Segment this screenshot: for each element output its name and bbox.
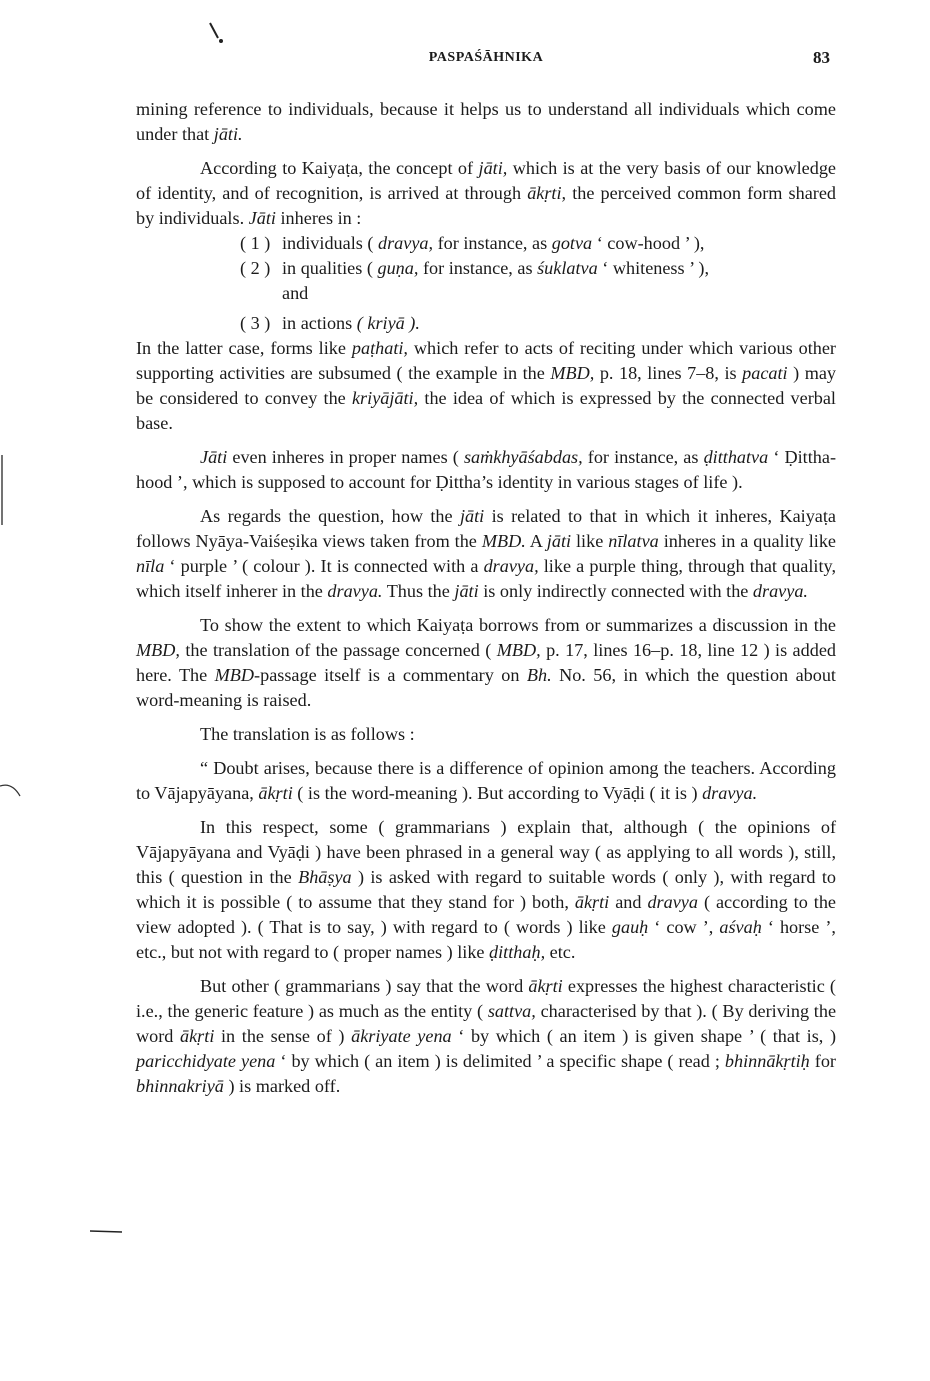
scan-tick-mark bbox=[206, 20, 230, 48]
page-body bbox=[136, 97, 836, 1099]
scan-margin-hook bbox=[0, 780, 24, 800]
paragraph-8: “ Doubt arises, because there is a difference of opinion among the teachers. According to Vājapyāyana, ākṛti ( is the word-meaning ). But according to Vyāḍi ( it is ) dravya. bbox=[136, 758, 836, 803]
paragraph-5: As regards the question, how the jāti is related to that in which it inheres, Kaiyaṭa follows Nyāya-Vaiśeṣika views taken from the MBD. A jāti like nīlatva inheres in a quality like nīla ‘ purple ’ ( colour ). It is connected with a dravya, like a purple thing, through that quality, which itself inherer in the dravya. Thus the jāti is only indirectly connected with the dravya. bbox=[136, 506, 836, 601]
page-header bbox=[136, 50, 836, 74]
scan-margin-dash bbox=[90, 1226, 124, 1236]
paragraph-6: To show the extent to which Kaiyaṭa borrows from or summarizes a discussion in the MBD, the translation of the passage concerned ( MBD, p. 17, lines 16–p. 18, line 12 ) is added here. The MBD-passage itself is a commentary on Bh. No. 56, in which the question about word-meaning is raised. bbox=[136, 615, 836, 710]
list-item-continuation: and bbox=[282, 283, 309, 303]
page-number: 83 bbox=[813, 48, 830, 67]
paragraph-2: According to Kaiyaṭa, the concept of jāti, which is at the very basis of our knowledge of identity, and of recognition, is arrived at through ākṛti, the perceived common form shared by individuals. Jāti inheres in : bbox=[136, 158, 837, 228]
list-item: ( 1 ) individuals ( dravya, for instance, as gotva ‘ cow-hood ’ ), bbox=[240, 233, 705, 253]
list-item: ( 2 ) in qualities ( guṇa, for instance, as śuklatva ‘ whiteness ’ ), bbox=[240, 258, 709, 278]
paragraph-10: But other ( grammarians ) say that the word ākṛti expresses the highest characteristic ( i.e., the generic feature ) as much as the entity ( sattva, characterised by that ). ( By deriving the word ākṛti in the sense of ) ākriyate yena ‘ by which ( an item ) is given shape ’ ( that is, ) paricchidyate yena ‘ by which ( an item ) is delimited ’ a specific shape ( read ; bhinnākṛtiḥ for bhinnakriyā ) is marked off. bbox=[136, 976, 837, 1096]
paragraph-7: The translation is as follows : bbox=[200, 724, 415, 744]
list-item: ( 3 ) in actions ( kriyā ). bbox=[240, 313, 420, 333]
paragraph-3: In the latter case, forms like paṭhati, which refer to acts of reciting under which various other supporting activities are subsumed ( the example in the MBD, p. 18, lines 7–8, is pacati ) may be considered to convey the kriyājāti, the idea of which is expressed by the connected verbal base. bbox=[136, 338, 837, 433]
inherence-list bbox=[240, 231, 836, 336]
paragraph-9: In this respect, some ( grammarians ) explain that, although ( the opinions of Vājapyāyana and Vyāḍi ) have been phrased in a general way ( as applying to all words ), still, this ( question in the Bhāṣya ) is asked with regard to suitable words ( only ), with regard to which it is possible ( to assume that they stand for ) both, ākṛti and dravya ( according to the view adopted ). ( That is to say, ) with regard to ( words ) like gauḥ ‘ cow ’, aśvaḥ ‘ horse ’, etc., but not with regard to ( proper names ) like ḍitthaḥ, etc. bbox=[136, 817, 837, 962]
paragraph-4: Jāti even inheres in proper names ( saṁkhyāśabdas, for instance, as ḍitthatva ‘ Ḍittha-hood ’, which is supposed to account for Ḍittha’s identity in various stages of life ). bbox=[136, 447, 836, 492]
scan-margin-rule bbox=[0, 455, 6, 525]
running-head: PASPAŚĀHNIKA bbox=[428, 50, 544, 65]
paragraph-1: mining reference to individuals, because it helps us to understand all individuals which come under that jāti. bbox=[136, 99, 836, 144]
